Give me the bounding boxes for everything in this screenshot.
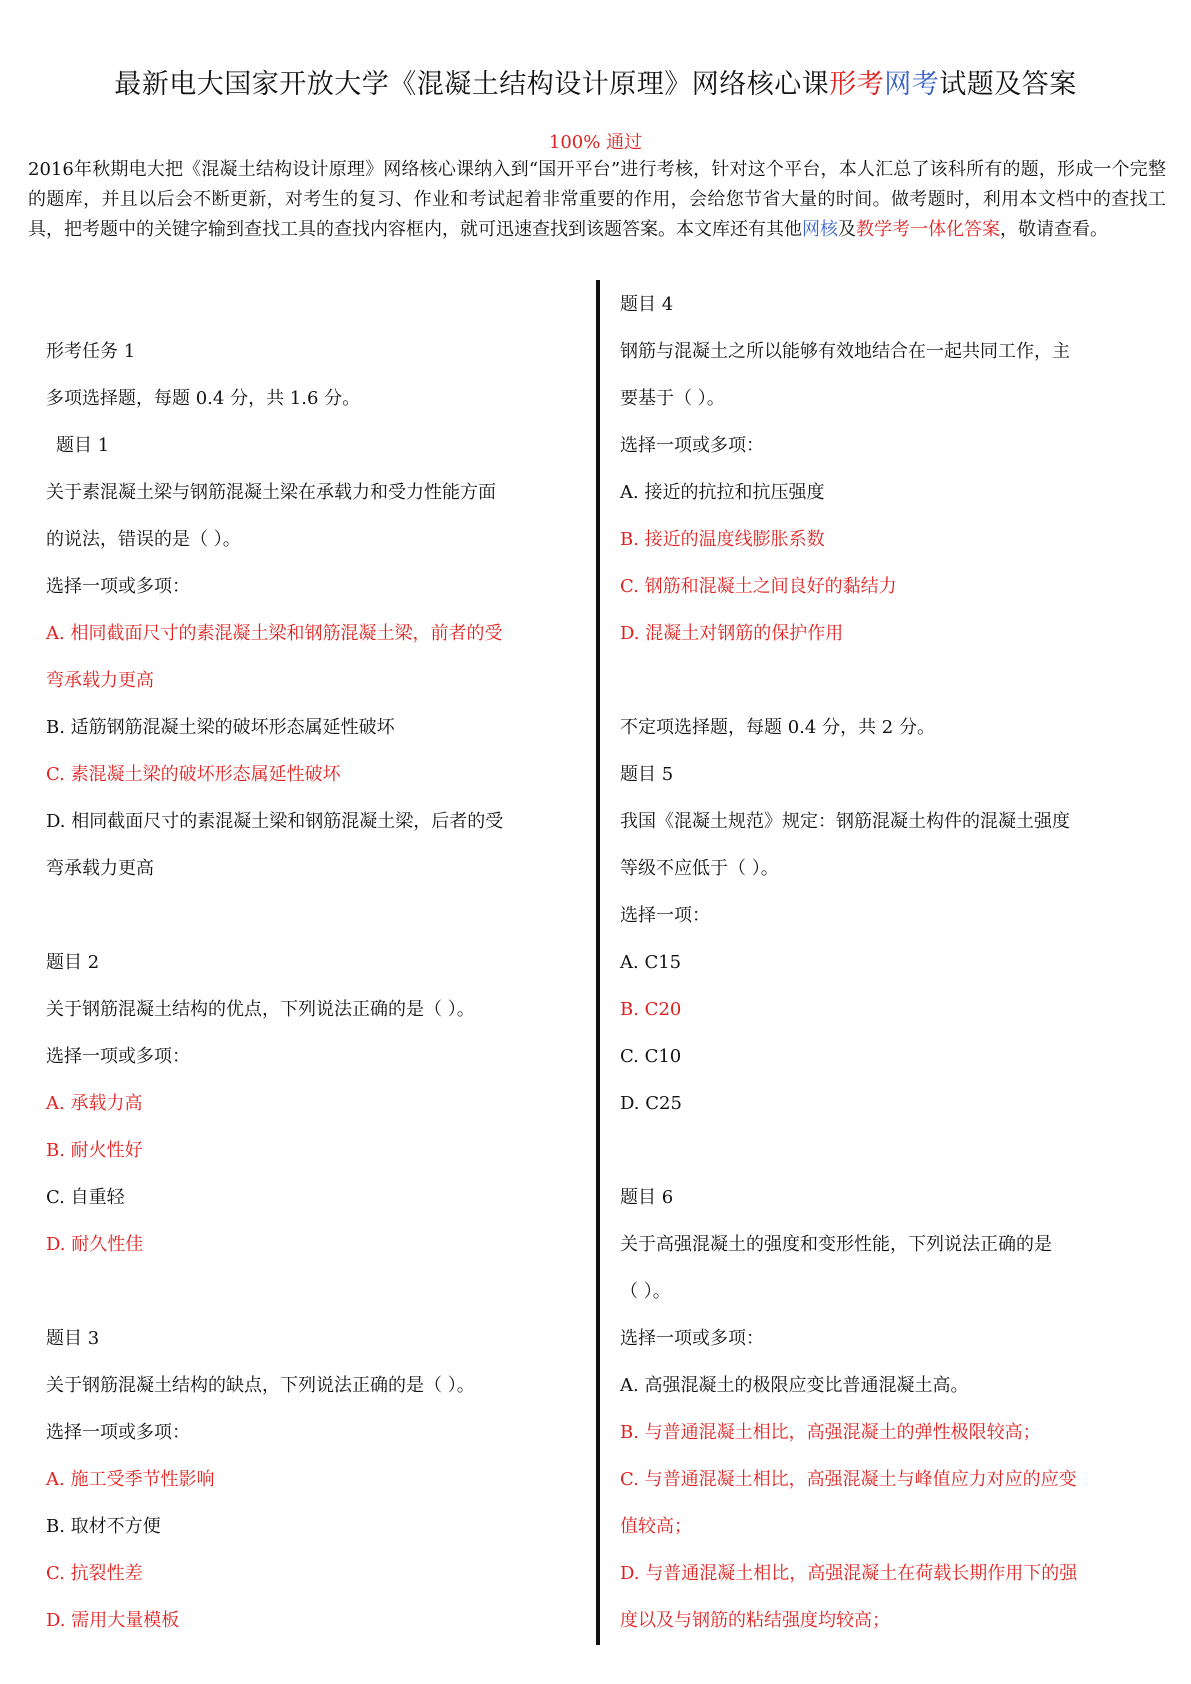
title-blue-segment: 网考 xyxy=(884,69,940,100)
text-line: B. 耐火性好 xyxy=(46,1140,143,1161)
pass-rate-text: 100% 通过 xyxy=(548,132,643,153)
text-line: B. 取材不方便 xyxy=(46,1516,161,1537)
text-line: 多项选择题，每题 0.4 分，共 1.6 分。 xyxy=(46,388,361,409)
text-line xyxy=(620,657,1165,704)
text-line: A. 高强混凝土的极限应变比普通混凝土高。 xyxy=(620,1375,969,1396)
text-line xyxy=(620,1127,1165,1174)
text-line: 钢筋与混凝土之所以能够有效地结合在一起共同工作，主 xyxy=(620,341,1070,362)
text-line: 关于素混凝土梁与钢筋混凝土梁在承载力和受力性能方面 xyxy=(46,482,496,503)
text-line: 选择一项或多项： xyxy=(620,1328,764,1349)
text-line: B. 适筋钢筋混凝土梁的破坏形态属延性破坏 xyxy=(46,717,395,738)
title-main: 最新电大国家开放大学《混凝土结构设计原理》网络核心课 xyxy=(114,69,830,100)
text-line: A. 相同截面尺寸的素混凝土梁和钢筋混凝土梁，前者的受 xyxy=(46,623,503,644)
text-line: A. 承载力高 xyxy=(46,1093,143,1114)
text-line: 选择一项或多项： xyxy=(46,1046,190,1067)
text-line: 选择一项或多项： xyxy=(620,435,764,456)
title-red-segment: 形考 xyxy=(829,69,885,100)
text-line: 题目 1 xyxy=(56,435,110,456)
text-line: B. 接近的温度线膨胀系数 xyxy=(620,529,825,550)
text-line: D. 混凝土对钢筋的保护作用 xyxy=(620,623,844,644)
text-line: A. C15 xyxy=(620,952,682,973)
text-line: 我国《混凝土规范》规定：钢筋混凝土构件的混凝土强度 xyxy=(620,811,1070,832)
link-wanghe[interactable]: 网核 xyxy=(802,219,838,240)
text-line: C. 抗裂性差 xyxy=(46,1563,143,1584)
text-line: 弯承载力更高 xyxy=(46,670,154,691)
text-line: D. 耐久性佳 xyxy=(46,1234,144,1255)
text-line: C. 钢筋和混凝土之间良好的黏结力 xyxy=(620,576,897,597)
intro-text: 2016年秋期电大把《混凝土结构设计原理》网络核心课纳入到“国开平台”进行考核，针对这个平台，本人汇总了该科所有的题，形成一个完整的题库，并且以后会不断更新，对考生的复习、作业和考试起着非常重要的作用，会给您节省大量的时间。做考题时，利用本文档中的查找工具，把考题中的关键字输到查找工具的查找内容框内，就可迅速查找到该题答案。本文库还有其他 xyxy=(28,159,1166,240)
text-line: C. 素混凝土梁的破坏形态属延性破坏 xyxy=(46,764,341,785)
text-line: 形考任务 1 xyxy=(46,341,136,362)
text-line: 题目 2 xyxy=(46,952,100,973)
text-line xyxy=(46,892,586,939)
text-line: A. 施工受季节性影响 xyxy=(46,1469,215,1490)
text-line: 题目 6 xyxy=(620,1187,674,1208)
intro-tail: ，敬请查看。 xyxy=(1000,219,1108,240)
text-line: D. 相同截面尺寸的素混凝土梁和钢筋混凝土梁，后者的受 xyxy=(46,811,504,832)
text-line: 关于高强混凝土的强度和变形性能，下列说法正确的是 xyxy=(620,1234,1052,1255)
text-line: 的说法，错误的是（ ）。 xyxy=(46,529,241,550)
text-line: 值较高； xyxy=(620,1516,692,1537)
title-suffix: 试题及答案 xyxy=(939,69,1077,100)
text-line: D. 与普通混凝土相比，高强混凝土在荷载长期作用下的强 xyxy=(620,1563,1078,1584)
text-line: C. 与普通混凝土相比，高强混凝土与峰值应力对应的应变 xyxy=(620,1469,1077,1490)
text-line: 等级不应低于（ ）。 xyxy=(620,858,779,879)
text-line: 度以及与钢筋的粘结强度均较高； xyxy=(620,1610,890,1631)
text-line: 关于钢筋混凝土结构的缺点，下列说法正确的是（ ）。 xyxy=(46,1375,475,1396)
text-line: 题目 4 xyxy=(620,294,674,315)
text-line: 弯承载力更高 xyxy=(46,858,154,879)
text-line xyxy=(46,1268,586,1315)
text-line: B. C20 xyxy=(620,999,682,1020)
text-line: C. 自重轻 xyxy=(46,1187,125,1208)
text-line: D. 需用大量模板 xyxy=(46,1610,180,1631)
text-line: B. 与普通混凝土相比，高强混凝土的弹性极限较高； xyxy=(620,1422,1041,1443)
text-line: 题目 3 xyxy=(46,1328,100,1349)
text-line: A. 接近的抗拉和抗压强度 xyxy=(620,482,825,503)
document-title xyxy=(0,62,1191,101)
text-line: C. C10 xyxy=(620,1046,682,1067)
text-line: （ ）。 xyxy=(620,1281,671,1302)
text-line: 不定项选择题，每题 0.4 分，共 2 分。 xyxy=(620,717,935,738)
column-divider xyxy=(596,280,600,1645)
text-line: 选择一项或多项： xyxy=(46,576,190,597)
text-line: 选择一项： xyxy=(620,905,710,926)
text-line: 要基于（ ）。 xyxy=(620,388,725,409)
text-line: 关于钢筋混凝土结构的优点，下列说法正确的是（ ）。 xyxy=(46,999,475,1020)
link-jiaoxuekao[interactable]: 教学考一体化答案 xyxy=(856,219,1000,240)
text-line: 选择一项或多项： xyxy=(46,1422,190,1443)
intro-paragraph xyxy=(28,155,1166,245)
intro-mid: 及 xyxy=(838,219,856,240)
text-line: D. C25 xyxy=(620,1093,682,1114)
right-column xyxy=(620,281,1165,1644)
left-column xyxy=(46,328,586,1644)
text-line: 题目 5 xyxy=(620,764,674,785)
